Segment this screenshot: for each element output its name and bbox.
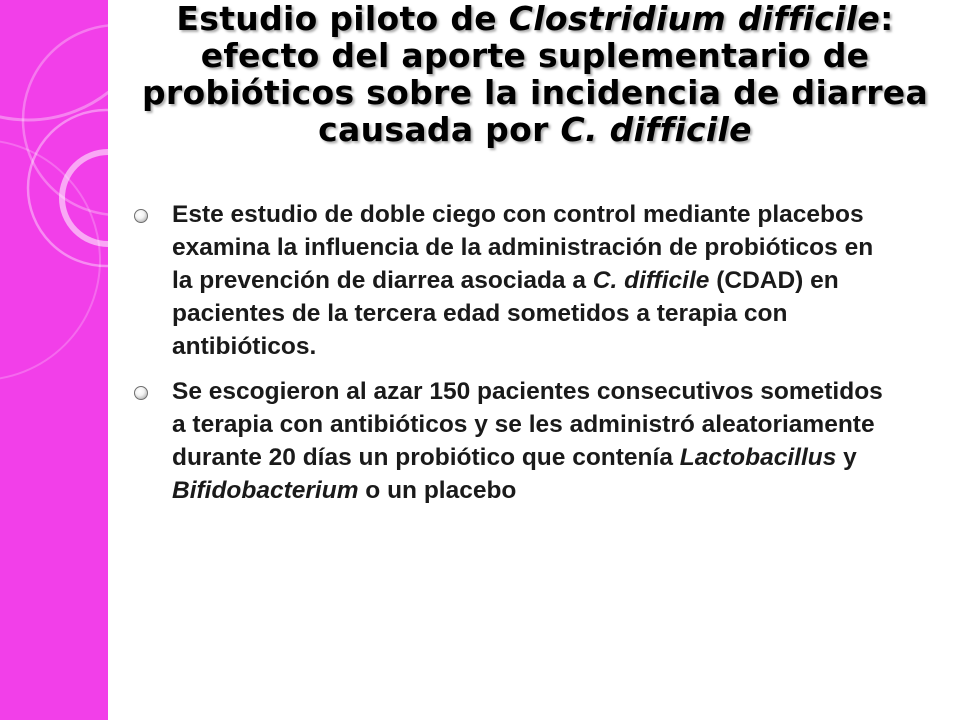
title-text: probióticos sobre la incidencia de diarrea	[141, 73, 929, 112]
bullet-organism: Bifidobacterium	[172, 477, 359, 504]
bullet-text: o un placebo	[358, 477, 517, 504]
title-text: efecto del aporte suplementario de	[200, 36, 870, 75]
title-text: causada por	[318, 110, 561, 149]
bullet-organism: Lactobacillus	[679, 444, 837, 471]
title-text: Estudio piloto de	[176, 0, 509, 38]
slide-title	[140, 0, 930, 148]
title-text: :	[880, 0, 894, 38]
decorative-circles-graphic	[0, 0, 108, 720]
bullet-text: Se escogieron al azar 150 pacientes consecutivos sometidos a terapia con antibióticos y se les administró aleatoriamente durante 20 días un probiótico que contenía	[172, 378, 883, 471]
decorative-circles	[0, 0, 108, 720]
bullet-text: y	[836, 444, 857, 471]
bullet-item	[134, 198, 894, 363]
bullet-text: (CDAD) en pacientes de la tercera edad sometidos a terapia con antibióticos.	[172, 267, 839, 360]
title-organism: Clostridium difficile	[508, 0, 881, 38]
bullet-text: Este estudio de doble ciego con control mediante placebos examina la influencia de la administración de probióticos en la prevención de diarrea asociada a	[172, 201, 874, 294]
title-organism-short: C. difficile	[560, 110, 752, 149]
bullet-marker-icon	[134, 386, 148, 400]
bullet-item	[134, 375, 894, 507]
bullet-organism: C. difficile	[592, 267, 710, 294]
bullet-marker-icon	[134, 209, 148, 223]
bullet-list	[134, 198, 894, 519]
